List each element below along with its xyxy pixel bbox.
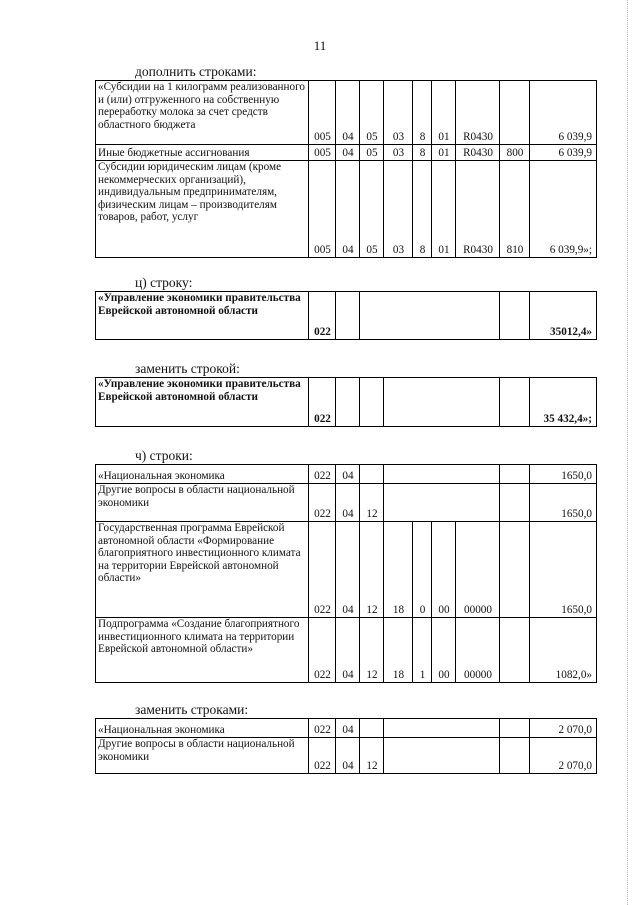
cell-sum: 1650,0 xyxy=(530,484,597,522)
section-heading-replace-rows: заменить строками: xyxy=(135,702,249,717)
cell-expense-type xyxy=(500,522,530,618)
budget-table-3 xyxy=(95,377,597,427)
cell-subsection xyxy=(360,378,384,427)
cell-expense-type xyxy=(500,719,530,738)
cell-grbs: 022 xyxy=(309,484,336,522)
table-row xyxy=(96,522,597,618)
cell-program: 03 xyxy=(384,161,413,258)
budget-table-4 xyxy=(95,464,597,683)
section-heading-rows-ch: ч) строки: xyxy=(135,448,193,463)
section-heading-replace-row: заменить строкой: xyxy=(135,361,240,376)
cell-subprogram: 8 xyxy=(413,145,432,161)
cell-event: 01 xyxy=(432,161,456,258)
cell-section: 04 xyxy=(336,161,360,258)
cell-merged-empty xyxy=(384,738,500,774)
cell-grbs: 022 xyxy=(309,292,336,340)
row-name: Другие вопросы в области национальной экономики xyxy=(96,738,309,774)
budget-table-1 xyxy=(95,80,597,258)
table-row xyxy=(96,719,597,738)
cell-section: 04 xyxy=(336,484,360,522)
row-name: «Управление экономики правительства Еврейской автономной области xyxy=(96,378,309,427)
cell-section: 04 xyxy=(336,465,360,484)
cell-direction: 00000 xyxy=(456,522,500,618)
cell-subsection xyxy=(360,719,384,738)
cell-grbs: 005 xyxy=(309,161,336,258)
cell-sum: 35 432,4»; xyxy=(530,378,597,427)
cell-expense-type xyxy=(500,484,530,522)
cell-sum: 1650,0 xyxy=(530,465,597,484)
cell-subsection: 12 xyxy=(360,484,384,522)
row-name: Иные бюджетные ассигнования xyxy=(96,145,309,161)
row-name: Другие вопросы в области национальной экономики xyxy=(96,484,309,522)
table-row xyxy=(96,145,597,161)
cell-merged-empty xyxy=(360,292,500,340)
budget-table-2 xyxy=(95,291,597,340)
section-heading-row-c: ц) строку: xyxy=(135,275,193,290)
page-number: 11 xyxy=(313,38,327,53)
cell-expense-type: 810 xyxy=(500,161,530,258)
cell-direction: 00000 xyxy=(456,618,500,683)
row-name: Подпрограмма «Создание благоприятного инвестиционного климата на территории Еврейской автономной области» xyxy=(96,618,309,683)
cell-expense-type: 800 xyxy=(500,145,530,161)
row-name: Субсидии юридическим лицам (кроме некоммерческих организаций), индивидуальным предпринимателям, физическим лицам – производителям товаров, работ, услуг xyxy=(96,161,309,258)
cell-expense-type xyxy=(500,465,530,484)
cell-sum: 6 039,9 xyxy=(530,145,597,161)
table-row xyxy=(96,81,597,145)
cell-expense-type xyxy=(500,738,530,774)
cell-event: 01 xyxy=(432,81,456,145)
cell-subsection: 05 xyxy=(360,81,384,145)
row-name: Государственная программа Еврейской автономной области «Формирование благоприятного инвестиционного климата на территории Еврейской автономной области» xyxy=(96,522,309,618)
cell-expense-type xyxy=(500,378,530,427)
cell-grbs: 022 xyxy=(309,618,336,683)
cell-sum: 2 070,0 xyxy=(530,719,597,738)
cell-section: 04 xyxy=(336,738,360,774)
cell-merged-empty xyxy=(384,378,500,427)
table-row xyxy=(96,738,597,774)
cell-sum: 1082,0» xyxy=(530,618,597,683)
cell-subprogram: 8 xyxy=(413,161,432,258)
cell-sum: 1650,0 xyxy=(530,522,597,618)
cell-section xyxy=(336,378,360,427)
cell-program: 03 xyxy=(384,81,413,145)
cell-grbs: 022 xyxy=(309,522,336,618)
cell-merged-empty xyxy=(384,484,500,522)
cell-program: 18 xyxy=(384,522,413,618)
cell-subsection: 05 xyxy=(360,145,384,161)
cell-grbs: 022 xyxy=(309,378,336,427)
cell-grbs: 005 xyxy=(309,81,336,145)
cell-program: 18 xyxy=(384,618,413,683)
cell-section: 04 xyxy=(336,618,360,683)
cell-grbs: 022 xyxy=(309,719,336,738)
cell-event: 00 xyxy=(432,522,456,618)
table-row xyxy=(96,465,597,484)
table-row xyxy=(96,484,597,522)
cell-subprogram: 8 xyxy=(413,81,432,145)
cell-sum: 2 070,0 xyxy=(530,738,597,774)
cell-direction: R0430 xyxy=(456,145,500,161)
cell-expense-type xyxy=(500,81,530,145)
cell-direction: R0430 xyxy=(456,161,500,258)
cell-section: 04 xyxy=(336,522,360,618)
budget-table-5 xyxy=(95,718,597,774)
table-row xyxy=(96,378,597,427)
table-row xyxy=(96,292,597,340)
cell-section: 04 xyxy=(336,719,360,738)
row-name: «Национальная экономика xyxy=(96,465,309,484)
cell-section: 04 xyxy=(336,81,360,145)
cell-subprogram: 0 xyxy=(413,522,432,618)
cell-subsection xyxy=(360,465,384,484)
cell-grbs: 022 xyxy=(309,738,336,774)
section-heading-add-rows: дополнить строками: xyxy=(135,64,257,79)
cell-sum: 35012,4» xyxy=(530,292,597,340)
row-name: «Национальная экономика xyxy=(96,719,309,738)
cell-grbs: 005 xyxy=(309,145,336,161)
row-name: «Субсидии на 1 килограмм реализованного и (или) отгруженного на собственную переработку молока за счет средств областного бюджета xyxy=(96,81,309,145)
cell-sum: 6 039,9 xyxy=(530,81,597,145)
cell-expense-type xyxy=(500,292,530,340)
cell-section: 04 xyxy=(336,145,360,161)
cell-subprogram: 1 xyxy=(413,618,432,683)
cell-grbs: 022 xyxy=(309,465,336,484)
cell-direction: R0430 xyxy=(456,81,500,145)
table-row xyxy=(96,618,597,683)
cell-program: 03 xyxy=(384,145,413,161)
cell-merged-empty xyxy=(384,719,500,738)
table-row xyxy=(96,161,597,258)
cell-subsection: 12 xyxy=(360,522,384,618)
cell-sum: 6 039,9»; xyxy=(530,161,597,258)
row-name: «Управление экономики правительства Еврейской автономной области xyxy=(96,292,309,340)
cell-merged-empty xyxy=(384,465,500,484)
cell-expense-type xyxy=(500,618,530,683)
cell-event: 00 xyxy=(432,618,456,683)
scan-edge-artifact xyxy=(627,0,630,905)
cell-subsection: 12 xyxy=(360,618,384,683)
cell-subsection: 12 xyxy=(360,738,384,774)
cell-subsection: 05 xyxy=(360,161,384,258)
cell-event: 01 xyxy=(432,145,456,161)
cell-section xyxy=(336,292,360,340)
